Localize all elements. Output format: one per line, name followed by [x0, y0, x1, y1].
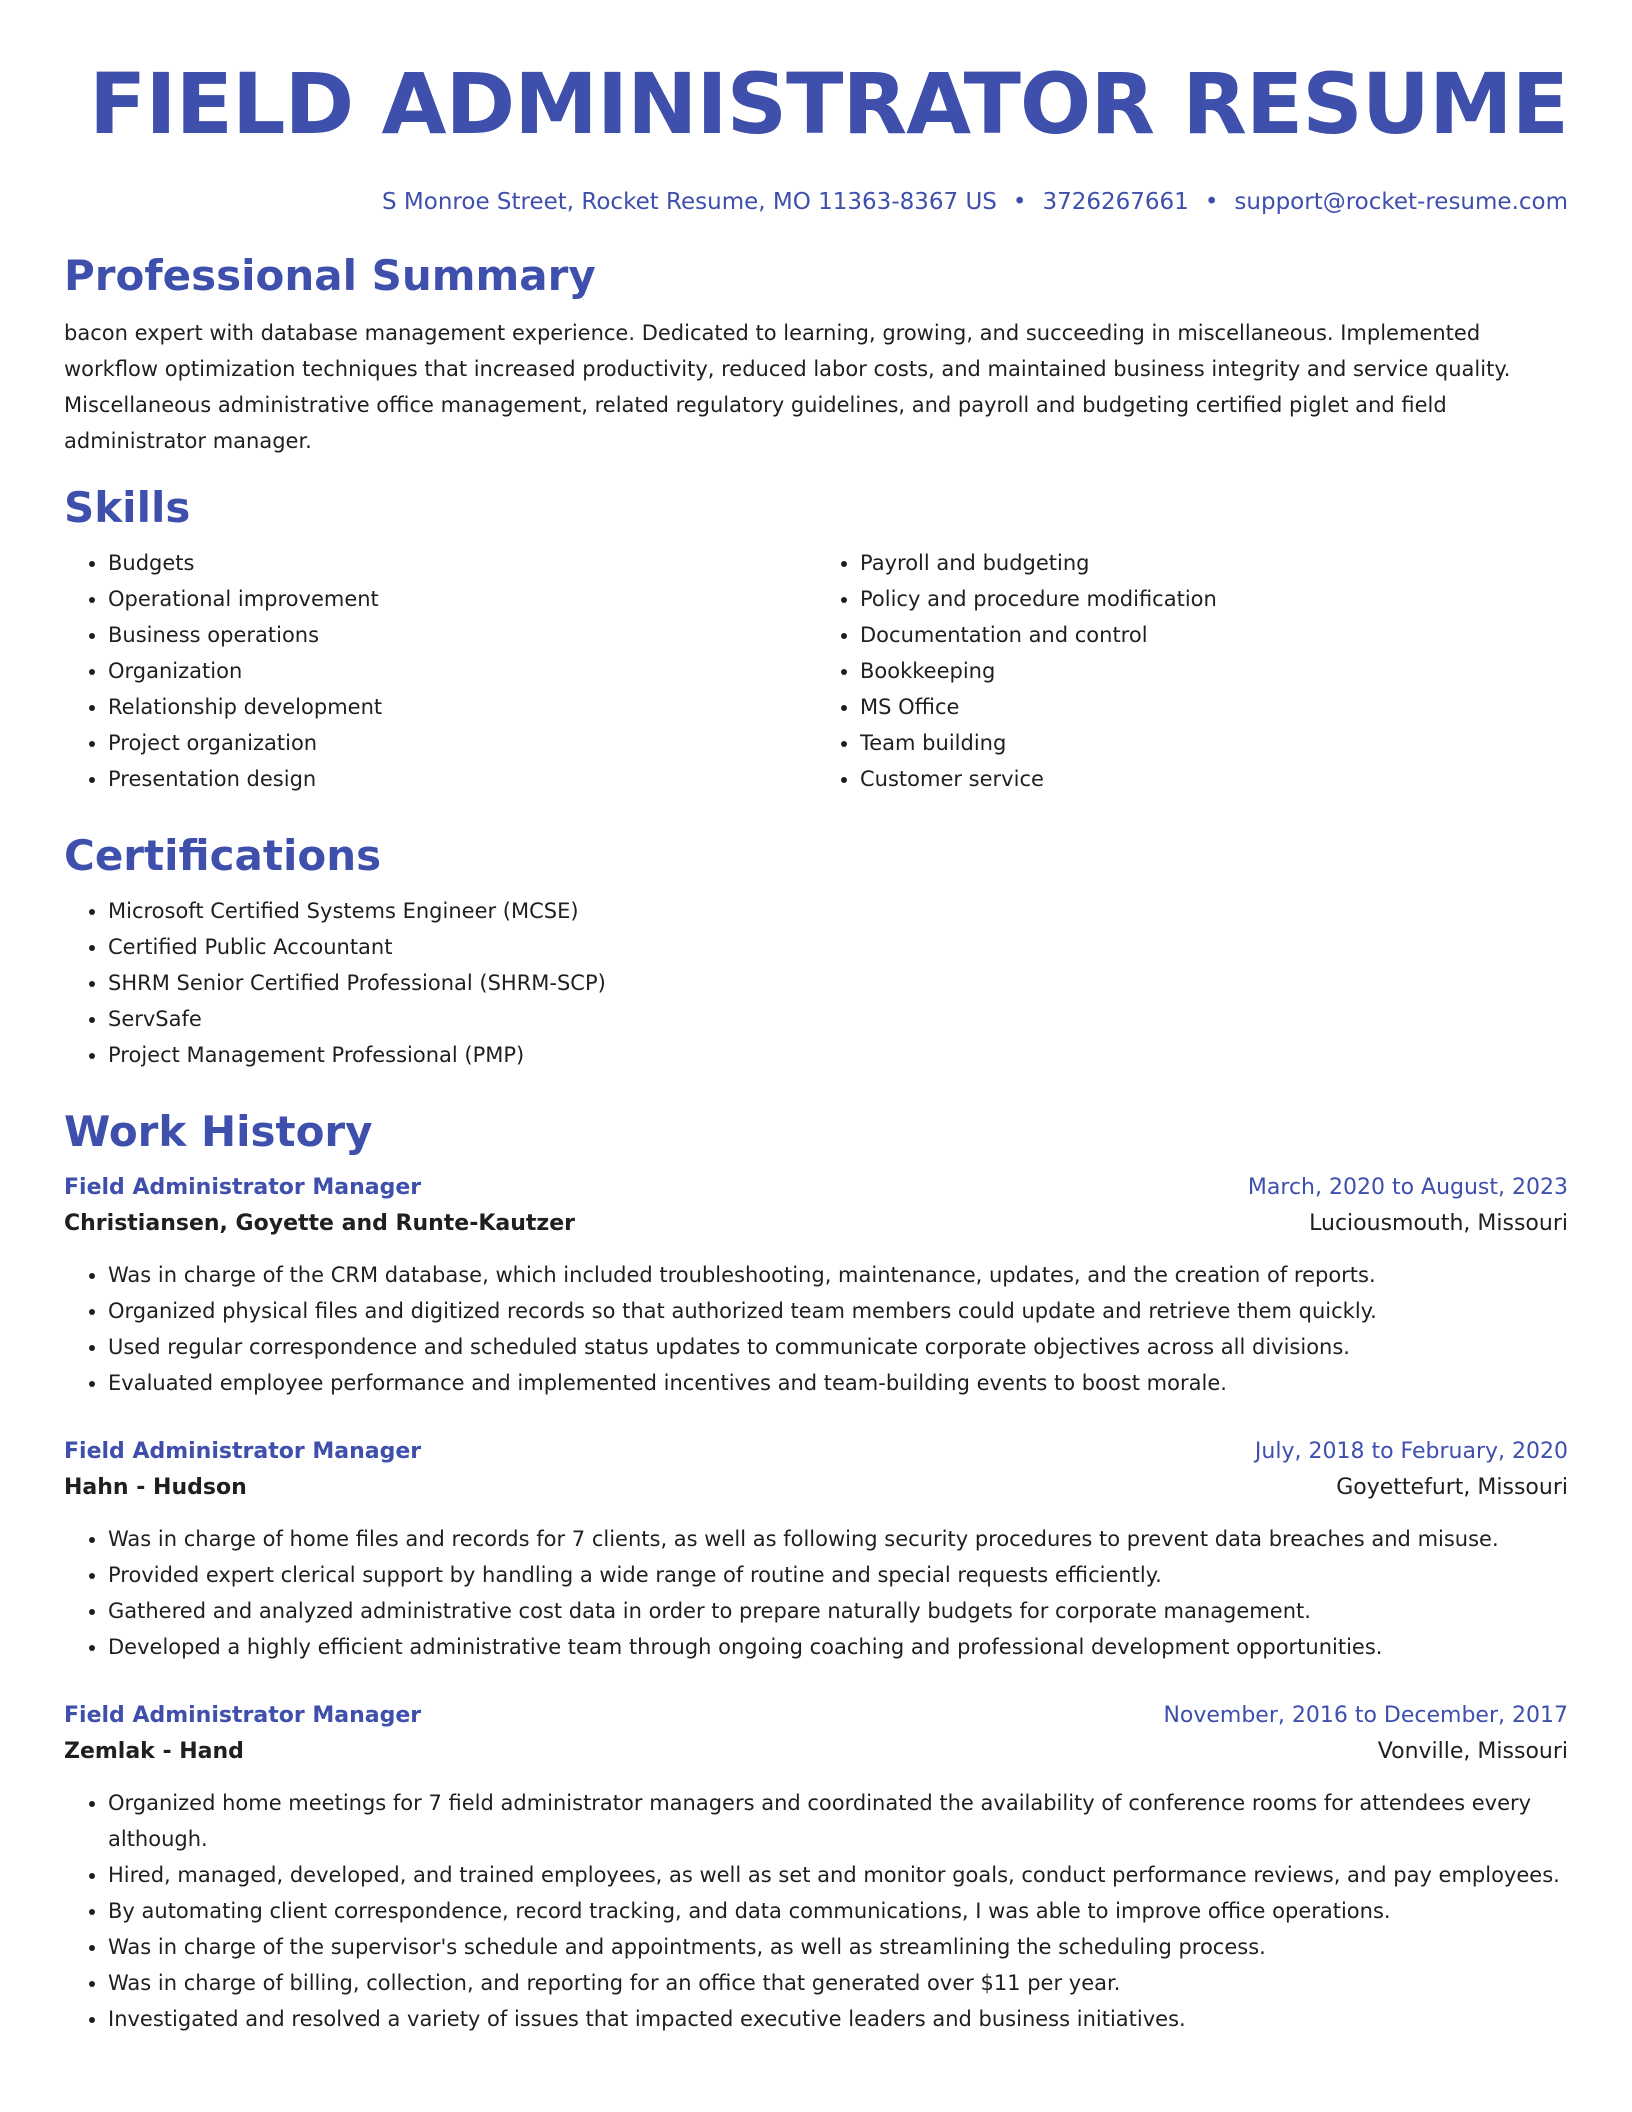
skill-item: • Customer service: [860, 761, 1568, 797]
job-bullet: • Evaluated employee performance and implemented incentives and team-building events to boost morale.: [108, 1365, 1568, 1401]
job-bullet: • Was in charge of home files and records for 7 clients, as well as following security procedures to prevent data breaches and misuse.: [108, 1521, 1568, 1557]
contact-separator: •: [1012, 189, 1027, 215]
job-company: Hahn - Hudson: [64, 1475, 247, 1500]
job-header-row: [64, 1699, 1568, 1733]
certifications-list: [64, 893, 1568, 1073]
skills-grid: [64, 545, 1568, 797]
certification-item: • SHRM Senior Certified Professional (SHRM-SCP): [108, 965, 1568, 1001]
job-header-row: [64, 1435, 1568, 1469]
contact-separator: •: [1204, 189, 1219, 215]
job-title: Field Administrator Manager: [64, 1175, 422, 1200]
contact-phone: 3726267661: [1042, 189, 1189, 215]
skill-item: • Team building: [860, 725, 1568, 761]
certification-item: • Microsoft Certified Systems Engineer (MCSE): [108, 893, 1568, 929]
skill-item: • Project organization: [108, 725, 816, 761]
job-location: Goyettefurt, Missouri: [1336, 1475, 1568, 1500]
job-dates: July, 2018 to February, 2020: [1254, 1439, 1568, 1464]
job-bullet: • Was in charge of the supervisor's schedule and appointments, as well as streamlining the scheduling process.: [108, 1929, 1568, 1965]
job-entry: [64, 1699, 1568, 2037]
job-company-row: [64, 1733, 1568, 1771]
job-location: Luciousmouth, Missouri: [1309, 1211, 1568, 1236]
skills-heading: Skills: [64, 483, 191, 532]
skill-item: • MS Office: [860, 689, 1568, 725]
job-company: Christiansen, Goyette and Runte-Kautzer: [64, 1211, 575, 1236]
job-company-row: [64, 1205, 1568, 1243]
job-bullets: [64, 1521, 1568, 1665]
skill-item: • Policy and procedure modification: [860, 581, 1568, 617]
certification-item: • Project Management Professional (PMP): [108, 1037, 1568, 1073]
skill-item: • Operational improvement: [108, 581, 816, 617]
job-bullet: • Used regular correspondence and scheduled status updates to communicate corporate objectives across all divisions.: [108, 1329, 1568, 1365]
job-bullet: • By automating client correspondence, record tracking, and data communications, I was able to improve office operations.: [108, 1893, 1568, 1929]
work-history-heading: Work History: [64, 1107, 373, 1156]
job-company: Zemlak - Hand: [64, 1739, 244, 1764]
skill-item: • Budgets: [108, 545, 816, 581]
job-bullet: • Was in charge of the CRM database, which included troubleshooting, maintenance, updates, and the creation of reports.: [108, 1257, 1568, 1293]
job-dates: November, 2016 to December, 2017: [1163, 1703, 1568, 1728]
job-bullet: • Developed a highly efficient administrative team through ongoing coaching and professional development opportunities.: [108, 1629, 1568, 1665]
skills-list-left: [64, 545, 816, 797]
job-bullets: [64, 1257, 1568, 1401]
summary-text: bacon expert with database management experience. Dedicated to learning, growing, and succeeding in miscellaneous. Implemented workflow optimization techniques that increased productivity, reduced labor costs, and maintained business integrity and service quality. Miscellaneous administrative office management, related regulatory guidelines, and payroll and budgeting certified piglet and field administrator manager.: [64, 321, 1511, 453]
job-title: Field Administrator Manager: [64, 1703, 422, 1728]
summary-heading: Professional Summary: [64, 251, 596, 300]
contact-address: S Monroe Street, Rocket Resume, MO 11363-8367 US: [382, 189, 997, 215]
job-bullet: • Gathered and analyzed administrative cost data in order to prepare naturally budgets for corporate management.: [108, 1593, 1568, 1629]
job-company-row: [64, 1469, 1568, 1507]
job-location: Vonville, Missouri: [1377, 1739, 1568, 1764]
job-bullet: • Organized home meetings for 7 field administrator managers and coordinated the availability of conference rooms for attendees every although.: [108, 1785, 1568, 1857]
certification-item: • ServSafe: [108, 1001, 1568, 1037]
certification-item: • Certified Public Accountant: [108, 929, 1568, 965]
skill-item: • Relationship development: [108, 689, 816, 725]
skill-item: • Documentation and control: [860, 617, 1568, 653]
job-bullet: • Hired, managed, developed, and trained employees, as well as set and monitor goals, conduct performance reviews, and pay employees.: [108, 1857, 1568, 1893]
job-title: Field Administrator Manager: [64, 1439, 422, 1464]
job-bullet: • Investigated and resolved a variety of issues that impacted executive leaders and business initiatives.: [108, 2001, 1568, 2037]
job-bullets: [64, 1785, 1568, 2037]
skill-item: • Bookkeeping: [860, 653, 1568, 689]
skills-list-right: [816, 545, 1568, 797]
job-bullet: • Provided expert clerical support by handling a wide range of routine and special requests efficiently.: [108, 1557, 1568, 1593]
job-header-row: [64, 1171, 1568, 1205]
skill-item: • Organization: [108, 653, 816, 689]
certifications-heading: Certifications: [64, 831, 382, 880]
resume-title: FIELD ADMINISTRATOR RESUME: [89, 55, 1568, 153]
skill-item: • Payroll and budgeting: [860, 545, 1568, 581]
job-entry: [64, 1171, 1568, 1401]
contact-line: [64, 186, 1568, 218]
job-entry: [64, 1435, 1568, 1665]
skill-item: • Business operations: [108, 617, 816, 653]
contact-email[interactable]: support@rocket-resume.com: [1234, 189, 1568, 215]
job-bullet: • Organized physical files and digitized records so that authorized team members could update and retrieve them quickly.: [108, 1293, 1568, 1329]
skill-item: • Presentation design: [108, 761, 816, 797]
job-bullet: • Was in charge of billing, collection, and reporting for an office that generated over $11 per year.: [108, 1965, 1568, 2001]
job-dates: March, 2020 to August, 2023: [1247, 1175, 1568, 1200]
